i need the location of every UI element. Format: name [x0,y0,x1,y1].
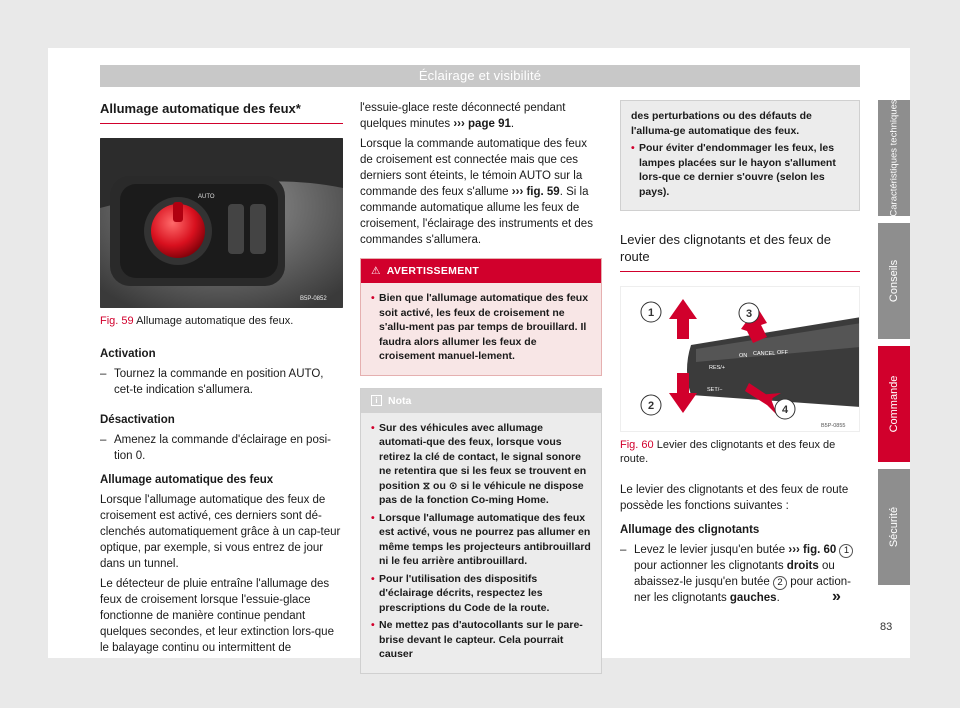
caption-ref: Fig. 59 [100,315,134,327]
figure-60-stalk [620,286,860,432]
callout-2: 2 [647,400,655,412]
figure-59-caption [100,314,343,328]
column-3 [620,100,860,606]
deactivation-title: Désactivation [100,414,175,426]
activation-item: – Tournez la commande en position AUTO, cet-te indication s'allumera. [100,368,324,396]
note-item: • Ne mettez pas d'autocollants sur le pare-brise devant le capteur. Cela pourrait causer [371,619,583,660]
callout-badge-1: 1 [839,544,853,558]
warning-triangle-icon: ⚠ [371,265,381,277]
page-ref-link[interactable]: ››› page 91 [453,118,511,130]
column-1 [100,100,343,656]
fig-ref-link[interactable]: ››› fig. 59 [511,186,560,198]
callout-badge-2: 2 [773,576,787,590]
page-number: 83 [880,621,893,633]
auto-lights-subtitle: Allumage automatique des feux [100,474,274,486]
callout-3: 3 [745,308,753,320]
indicators-subtitle: Allumage des clignotants [620,524,760,536]
note-item: • Sur des véhicules avec allumage automati-que des feux, lorsque vous retirez la clé de contact, le signal sonore ne retentira que si les feux se trouvent en position ⧖ ou ⊙ si le véhicule ne dispose pas de la fonction Co-ming Home. [371,421,587,506]
warning-box [360,258,602,376]
svg-text:OFF: OFF [777,350,788,356]
activation-title: Activation [100,348,156,360]
stalk-intro: Le levier des clignotants et des feux de route possède les fonctions suivantes : [620,484,849,512]
figure-code: B5P-0852 [300,296,327,302]
auto-label: AUTO [198,194,215,200]
auto-indicator-paragraph: Lorsque la commande automatique des feux de croisement est connectée mais que ces derniers sont éteints, le témoin AUTO sur la commande des feux s'allume ››› fig. 59. Si la commande automatique allume les feux de croisement, l'éclairage des instruments et des commandes s'allumera. [360,138,593,246]
caption-text: Allumage automatique des feux. [136,315,294,327]
section-title-stalk: Levier des clignotants et des feux de route [620,231,860,272]
tab-conseils[interactable]: Conseils [878,223,910,339]
note-continuation-box [620,100,860,211]
continued-marker: » [832,588,841,605]
fig-ref-link[interactable]: ››› fig. 60 [788,544,837,556]
light-switch-illustration [100,138,343,308]
stalk-illustration [621,287,860,432]
note-item: • Pour l'utilisation des dispositifs d'éclairage décrits, respectez les prescriptions du Code de la route. [371,572,550,614]
auto-paragraph-2: Le détecteur de pluie entraîne l'allumage des feux de croisement lorsque l'essuie-glace fonctionne de manière continue pendant quelques secondes, et leur extinction lors-que le balayage continu ou intermittent de [100,578,334,654]
note-item: • Pour éviter d'endommager les feux, les lampes placées sur le hayon s'allument lors-que ce dernier s'ouvre (selon les pays). [631,142,836,198]
svg-text:RES/+: RES/+ [709,365,726,371]
note-header: i Nota [361,389,601,413]
tab-caracteristiques[interactable]: Caractéristiques techniques [878,100,910,216]
auto-paragraph-1: Lorsque l'allumage automatique des feux de croisement est activé, ces derniers sont dé-clenchés automatiquement grâce à un cap-teur optique, par exemple, si vous entrez de jour dans un tunnel. [100,494,341,570]
tab-commande[interactable]: Commande [878,346,910,462]
note-continuation-text: des perturbations ou des défauts de l'alluma-ge automatique des feux. [631,110,812,137]
figure-59-light-switch [100,138,343,308]
warning-header: ⚠ AVERTISSEMENT [361,259,601,283]
warning-item: • Bien que l'allumage automatique des feux soit activé, les feux de croisement ne s'allu-ment pas par temps de brouillard. Il faudra alors allumer les feux de croisement manuel-lement. [371,292,589,362]
wiper-paragraph: l'essuie-glace reste déconnecté pendant quelques minutes ››› page 91. [360,102,566,130]
column-2 [360,100,602,674]
indicators-item: – Levez le levier jusqu'en butée ››› fig. 60 1 pour actionner les clignotants droits ou abaissez-le jusqu'en butée 2 pour action-ner les clignotants gauches. [620,542,860,606]
svg-text:SET/−: SET/− [707,387,723,393]
info-icon: i [371,395,382,406]
callout-4: 4 [781,404,789,416]
figure-code: B5P-0855 [821,423,846,429]
note-item: • Lorsque l'allumage automatique des feux est activé, vous ne pourrez pas allumer en même temps les projecteurs antibrouillard ni le feu arrière antibrouillard. [371,511,591,567]
figure-60-caption: Fig. 60 Levier des clignotants et des feux de route. [620,439,836,465]
svg-text:CANCEL: CANCEL [753,351,776,357]
section-title-auto-lights: Allumage automatique des feux* [100,100,343,124]
note-box [360,388,602,674]
chapter-tabs [878,100,910,592]
callout-1: 1 [647,307,655,319]
svg-text:ON: ON [739,353,748,359]
deactivation-item: – Amenez la commande d'éclairage en posi-tion 0. [100,434,331,462]
tab-securite[interactable]: Sécurité [878,469,910,585]
chapter-header: Éclairage et visibilité [100,65,860,87]
